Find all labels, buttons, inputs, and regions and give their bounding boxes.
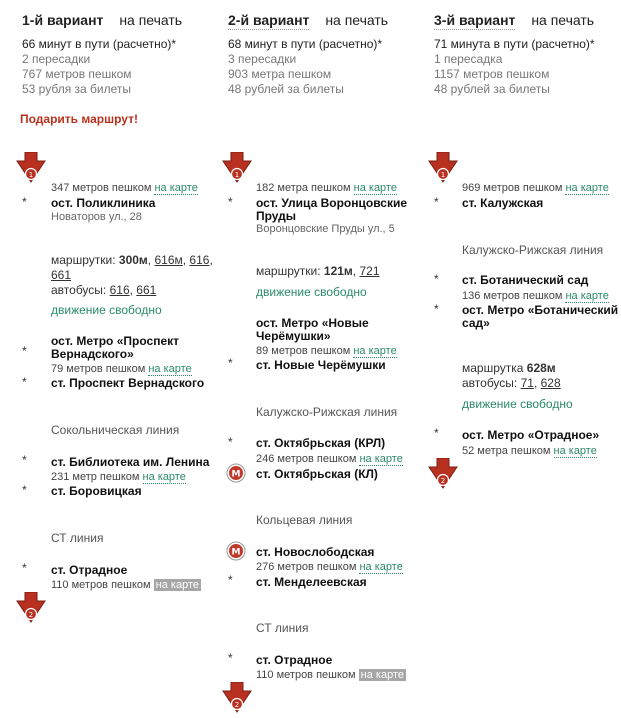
stop-name[interactable]: ст. Проспект Вернадского [51, 376, 205, 390]
walk-segment: 110 метров пешком на карте [51, 579, 200, 591]
asterisk: * [434, 195, 439, 209]
stop-name[interactable]: ст. Новые Черёмушки [256, 358, 386, 372]
asterisk: * [22, 453, 27, 467]
walk-distance: 903 метра пешком [228, 67, 332, 81]
travel-time: 66 минут в пути (расчетно)* [22, 37, 177, 51]
variant-header-2 [228, 12, 388, 28]
metro-transfer-icon [226, 463, 246, 483]
stop-name[interactable]: ст. Боровицкая [51, 484, 142, 498]
map-link[interactable]: на карте [360, 669, 405, 681]
stop-name[interactable]: ст. Отрадное [256, 653, 333, 667]
metro-line-name: Сокольническая линия [51, 423, 180, 437]
asterisk: * [228, 435, 233, 449]
metro-symbol: М [231, 469, 241, 480]
stop-name[interactable]: ст. Отрадное [51, 563, 128, 577]
traffic-status: движение свободно [51, 303, 162, 317]
travel-time: 71 минута в пути (расчетно)* [434, 37, 595, 51]
stop-name[interactable]: ст. Библиотека им. Ленина [51, 455, 210, 469]
asterisk: * [22, 375, 27, 389]
end-marker-number: 2 [440, 477, 446, 485]
stop-name[interactable]: ост. Метро «Проспект Вернадского» [51, 334, 179, 361]
walk-segment: 182 метра пешком на карте [256, 182, 397, 194]
route-link[interactable]: 71 [520, 376, 534, 390]
asterisk: * [434, 272, 439, 286]
print-link-1[interactable]: на печать [119, 12, 183, 28]
stop-name[interactable]: ост. Улица Воронцовские Пруды [256, 196, 407, 223]
metro-transfer-icon [226, 541, 246, 561]
bus-routes: автобусы: 71, 628 [462, 376, 561, 390]
stop-name[interactable]: ост. Метро «Ботанический сад» [462, 303, 619, 330]
map-link[interactable]: на карте [553, 445, 597, 457]
stop-name[interactable]: ст. Октябрьская (КЛ) [256, 467, 378, 481]
end-marker-number: 2 [28, 611, 34, 619]
route-link[interactable]: 661 [51, 268, 72, 282]
stop-name[interactable]: ст. Калужская [462, 196, 544, 210]
start-marker-number: 1 [28, 171, 34, 179]
start-marker-icon [16, 152, 46, 184]
bus-routes: автобусы: 616, 661 [51, 283, 157, 297]
map-link[interactable]: на карте [154, 182, 198, 194]
metro-symbol: М [231, 547, 241, 558]
map-link[interactable]: на карте [353, 182, 397, 194]
metro-line-name: Калужско-Рижская линия [256, 405, 398, 419]
walk-segment: 89 метров пешком на карте [256, 345, 397, 357]
walk-segment: 136 метров пешком на карте [462, 290, 609, 302]
traffic-status: движение свободно [256, 285, 367, 299]
transfers-count: 3 пересадки [228, 52, 297, 66]
map-link[interactable]: на карте [142, 471, 186, 483]
transfers-count: 2 пересадки [22, 52, 91, 66]
asterisk: * [228, 651, 233, 665]
variant-header-1 [22, 12, 182, 28]
walk-segment: 969 метров пешком на карте [462, 182, 609, 194]
asterisk: * [22, 344, 27, 358]
stop-name[interactable]: ст. Октябрьская (КРЛ) [256, 436, 386, 450]
start-marker-number: 1 [440, 171, 446, 179]
route-link[interactable]: 661 [136, 283, 157, 297]
print-link-2[interactable]: на печать [325, 12, 389, 28]
ticket-cost: 48 рублей за билеты [434, 82, 550, 96]
end-marker-number: 2 [234, 701, 240, 709]
end-marker-icon [428, 458, 458, 490]
variant-header-3 [434, 12, 594, 28]
print-link-3[interactable]: на печать [531, 12, 595, 28]
ticket-cost: 48 рублей за билеты [228, 82, 344, 96]
start-marker-icon [428, 152, 458, 184]
walk-segment: 246 метров пешком на карте [256, 453, 403, 465]
minibus-routes: маршрутка 628м [462, 361, 556, 375]
walk-segment: 52 метра пешком на карте [462, 445, 597, 457]
walk-segment: 79 метров пешком на карте [51, 363, 192, 375]
route-link[interactable]: 616 [109, 283, 130, 297]
variant-title-3[interactable]: 3-й вариант [434, 12, 516, 28]
walk-segment: 110 метров пешком на карте [256, 669, 405, 681]
gift-route-link[interactable]: Подарить маршрут! [20, 112, 138, 126]
stop-address: Новаторов ул., 28 [51, 211, 142, 223]
stop-address: Воронцовские Пруды ул., 5 [256, 223, 395, 235]
walk-segment: 231 метр пешком на карте [51, 471, 186, 483]
map-link[interactable]: на карте [565, 182, 609, 194]
travel-time: 68 минут в пути (расчетно)* [228, 37, 383, 51]
end-marker-icon [222, 682, 252, 714]
metro-line-name: Калужско-Рижская линия [462, 243, 604, 257]
asterisk: * [434, 302, 439, 316]
variant-summary-2 [228, 37, 382, 97]
stop-name[interactable]: ст. Ботанический сад [462, 273, 589, 287]
stop-name[interactable]: ост. Поликлиника [51, 196, 156, 210]
asterisk: * [22, 195, 27, 209]
walk-distance: 1157 метров пешком [434, 67, 550, 81]
map-link[interactable]: на карте [148, 363, 192, 375]
asterisk: * [434, 426, 439, 440]
minibus-routes: маршрутки: 121м, 721 [256, 264, 380, 278]
walk-segment: 276 метров пешком на карте [256, 561, 403, 573]
variant-title-1[interactable]: 1-й вариант [22, 12, 104, 28]
variant-summary-1 [22, 37, 176, 97]
stop-name[interactable]: ост. Метро «Отрадное» [462, 428, 600, 442]
stop-name[interactable]: ст. Менделеевская [256, 575, 367, 589]
stop-name[interactable]: ст. Новослободская [256, 545, 375, 559]
map-link[interactable]: на карте [155, 579, 200, 591]
variant-summary-3 [434, 37, 595, 97]
transfers-count: 1 пересадка [434, 52, 503, 66]
ticket-cost: 53 рубля за билеты [22, 82, 132, 96]
asterisk: * [228, 195, 233, 209]
asterisk: * [22, 483, 27, 497]
route-link[interactable]: 616 [189, 253, 210, 267]
map-link[interactable]: на карте [359, 453, 403, 465]
variant-title-2[interactable]: 2-й вариант [228, 12, 310, 28]
metro-line-name: Кольцевая линия [256, 513, 353, 527]
stop-name[interactable]: ост. Метро «Новые Черёмушки» [256, 316, 369, 343]
end-marker-icon [16, 592, 46, 624]
walk-segment: 347 метров пешком на карте [51, 182, 198, 194]
map-link[interactable]: на карте [565, 290, 609, 302]
asterisk: * [228, 573, 233, 587]
minibus-routes: маршрутки: 300м, 616м, 616, 661 [51, 253, 213, 282]
start-marker-number: 1 [234, 171, 240, 179]
route-link[interactable]: 721 [359, 264, 380, 278]
traffic-status: движение свободно [462, 397, 573, 411]
asterisk: * [228, 356, 233, 370]
walk-distance: 767 метров пешком [22, 67, 132, 81]
metro-line-name: СТ линия [51, 531, 104, 545]
route-link[interactable]: 628 [540, 376, 561, 390]
map-link[interactable]: на карте [353, 345, 397, 357]
start-marker-icon [222, 152, 252, 184]
map-link[interactable]: на карте [359, 561, 403, 573]
metro-line-name: СТ линия [256, 621, 309, 635]
route-link[interactable]: 616м [154, 253, 183, 267]
asterisk: * [22, 561, 27, 575]
